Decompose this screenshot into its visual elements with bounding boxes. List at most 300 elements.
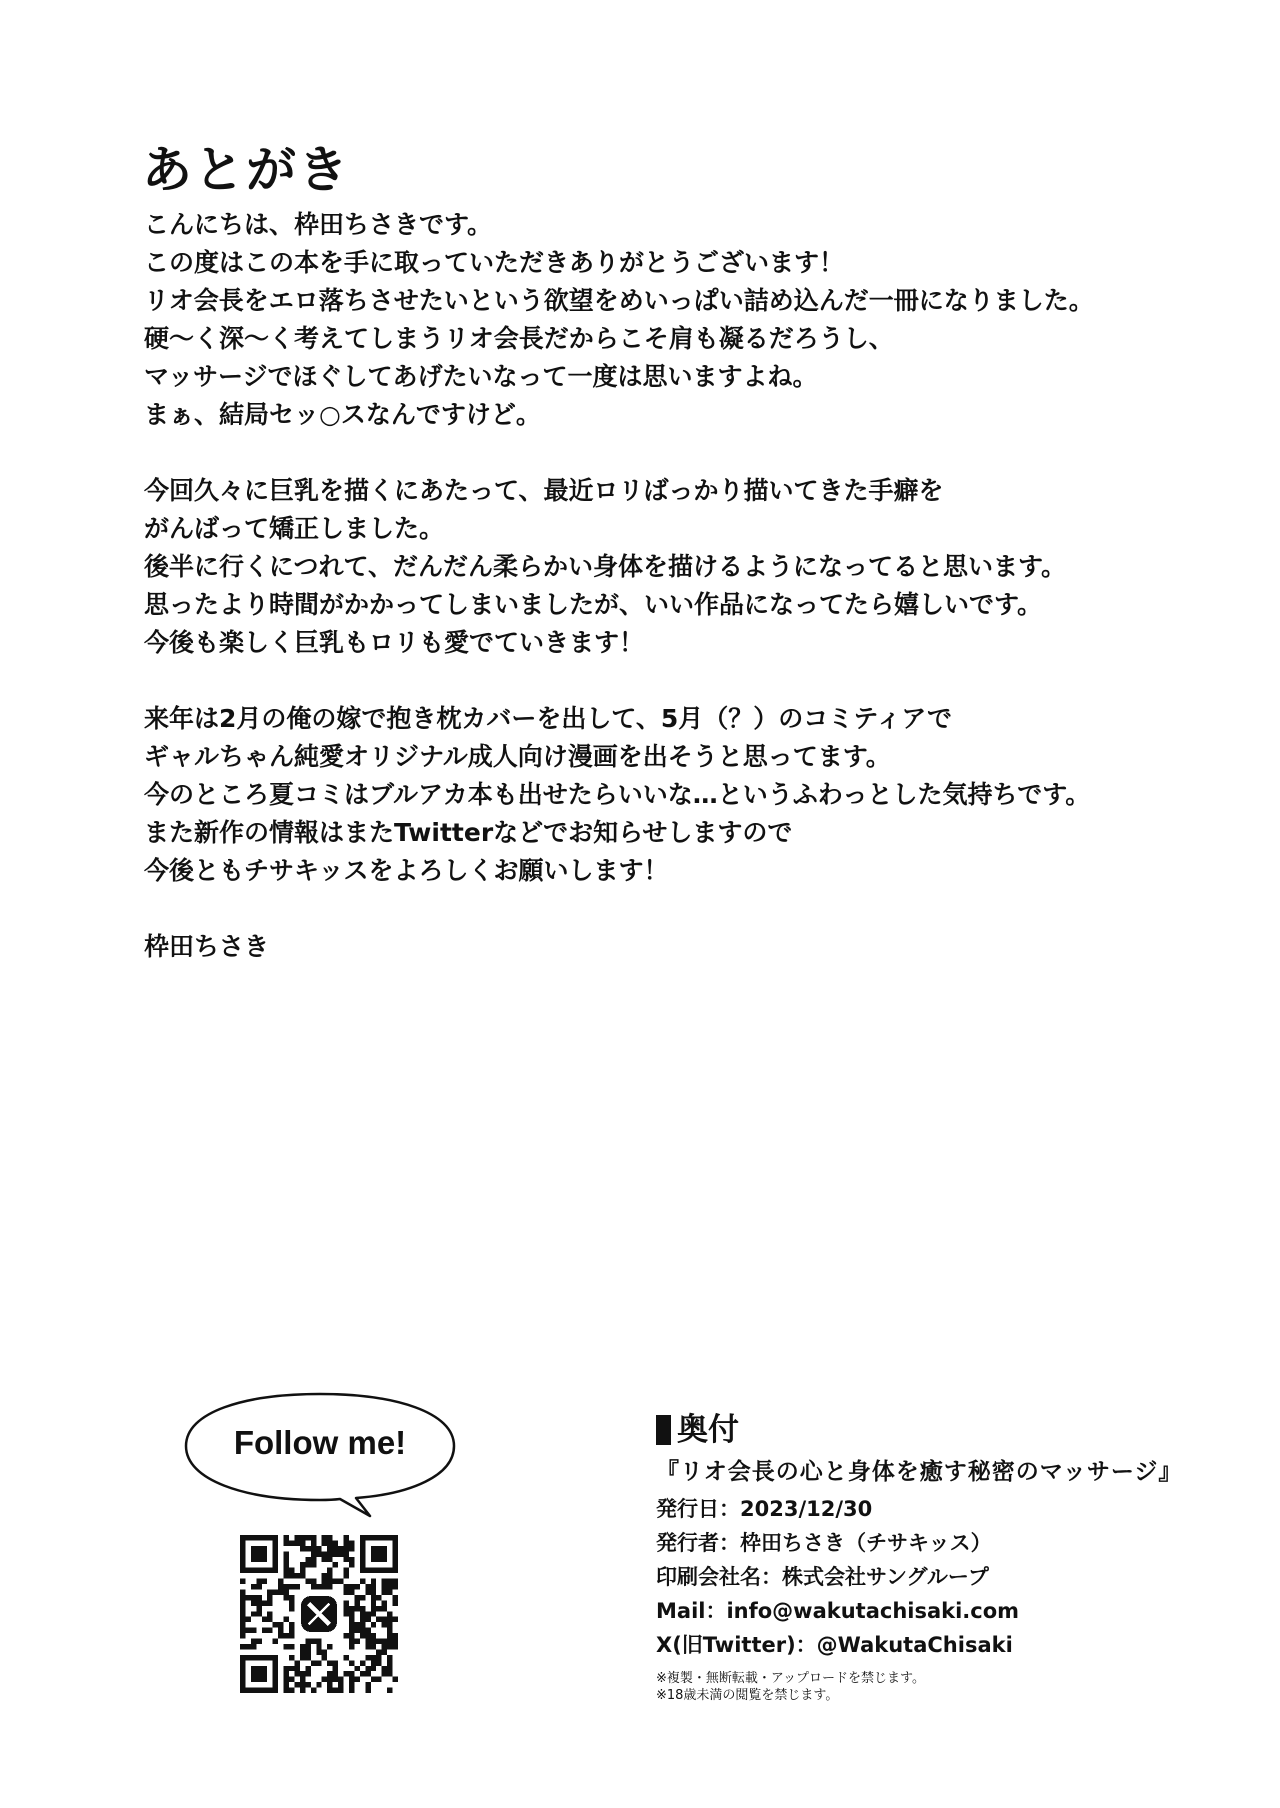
text-line: 硬〜く深〜く考えてしまうリオ会長だからこそ肩も凝るだろうし、 [144,324,894,353]
qr-module [360,1671,365,1676]
qr-module [344,1655,349,1660]
qr-module [311,1551,316,1556]
qr-module [387,1584,392,1589]
qr-module [251,1600,256,1605]
qr-module [300,1655,305,1660]
text-line: この度はこの本を手に取っていただきありがとうございます！ [144,248,845,277]
qr-module [360,1611,365,1616]
qr-module [333,1671,338,1676]
qr-module [267,1589,272,1594]
qr-module [349,1628,354,1633]
qr-module [349,1617,354,1622]
qr-module [273,1589,278,1594]
qr-module [365,1655,370,1660]
twitter-qr-code[interactable] [240,1535,398,1693]
qr-module [273,1622,278,1627]
qr-module [327,1682,332,1687]
qr-module [311,1639,316,1644]
qr-module [387,1633,392,1638]
qr-module [316,1584,321,1589]
qr-module [305,1644,310,1649]
qr-module [316,1546,321,1551]
qr-module [305,1682,310,1687]
qr-module [349,1677,354,1682]
qr-module [240,1606,245,1611]
text-line: リオ会長をエロ落ちさせたいという欲望をめいっぱい詰め込んだ一冊になりました。 [144,286,1094,315]
x-logo-icon [297,1592,341,1636]
qr-module [376,1606,381,1611]
qr-module [240,1644,245,1649]
qr-module [365,1682,370,1687]
qr-module [289,1622,294,1627]
qr-module [278,1633,283,1638]
qr-module [365,1589,370,1594]
qr-module [349,1622,354,1627]
qr-module [289,1666,294,1671]
qr-module [322,1540,327,1545]
qr-module [262,1628,267,1633]
qr-module [305,1535,310,1540]
qr-module [284,1573,289,1578]
qr-module [300,1649,305,1654]
qr-module [393,1600,398,1605]
follow-me-speech-bubble [180,1388,460,1518]
text-line: 今回久々に巨乳を描くにあたって、最近ロリばっかり描いてきた手癖を [144,476,944,505]
text-line: 今後も楽しく巨乳もロリも愛でていきます！ [144,628,645,657]
qr-module [344,1540,349,1545]
contact-email[interactable]: Mail：info@wakutachisaki.com [656,1599,1020,1623]
qr-module [349,1671,354,1676]
qr-module [284,1644,289,1649]
qr-module [393,1579,398,1584]
author-signature: 枠田ちさき [144,932,270,961]
qr-module [387,1622,392,1627]
qr-module [371,1677,376,1682]
qr-module [387,1666,392,1671]
qr-module [294,1540,299,1545]
qr-module [371,1579,376,1584]
qr-module [256,1611,261,1616]
qr-module [393,1639,398,1644]
book-title: 『リオ会長の心と身体を癒す秘密のマッサージ』 [656,1459,1183,1485]
qr-module [365,1633,370,1638]
qr-module [284,1633,289,1638]
qr-module [300,1562,305,1567]
qr-module [371,1606,376,1611]
qr-module [354,1606,359,1611]
qr-module [344,1584,349,1589]
afterword-heading: あとがき [142,141,350,199]
qr-module [344,1606,349,1611]
qr-module [256,1584,261,1589]
heading-marker-icon [656,1415,671,1445]
qr-module [316,1649,321,1654]
qr-module [376,1617,381,1622]
qr-module [311,1562,316,1567]
qr-module [240,1589,245,1594]
qr-module [284,1677,289,1682]
qr-module [251,1595,256,1600]
afterword-paragraph-1 [144,206,1224,434]
qr-module [262,1579,267,1584]
qr-module [240,1611,245,1616]
qr-module [256,1600,261,1605]
qr-module [289,1644,294,1649]
qr-module [284,1682,289,1687]
qr-module [256,1595,261,1600]
qr-module [284,1535,289,1540]
qr-module [376,1677,381,1682]
qr-module [284,1562,289,1567]
qr-module [333,1579,338,1584]
qr-module [344,1611,349,1616]
qr-module [305,1639,310,1644]
qr-module [387,1579,392,1584]
qr-module [382,1600,387,1605]
qr-module [289,1606,294,1611]
qr-module [278,1622,283,1627]
qr-module [360,1628,365,1633]
afterword-body [144,206,1224,966]
qr-module [322,1573,327,1578]
qr-module [365,1666,370,1671]
text-line: まぁ、結局セッ○スなんですけど。 [144,400,541,429]
qr-module [365,1644,370,1649]
colophon-heading [656,1408,1256,1452]
qr-module [284,1688,289,1693]
qr-module [354,1677,359,1682]
qr-module [245,1628,250,1633]
qr-module [322,1649,327,1654]
qr-module [327,1677,332,1682]
qr-module [371,1589,376,1594]
text-line: ギャルちゃん純愛オリジナル成人向け漫画を出そうと思ってます。 [144,742,891,771]
qr-module [251,1611,256,1616]
text-line: こんにちは、枠田ちさきです。 [144,210,493,239]
qr-module [349,1584,354,1589]
qr-module [349,1633,354,1638]
qr-module [333,1551,338,1556]
qr-module [393,1584,398,1589]
qr-module [267,1611,272,1616]
qr-module [300,1540,305,1545]
qr-module [305,1666,310,1671]
qr-module [267,1628,272,1633]
qr-module [284,1595,289,1600]
qr-module [240,1579,245,1584]
qr-module [349,1546,354,1551]
qr-module [371,1584,376,1589]
qr-module [240,1600,245,1605]
qr-module [300,1568,305,1573]
qr-module [393,1595,398,1600]
qr-module [267,1595,272,1600]
follow-me-text: Follow me! [233,1424,407,1461]
text-line: 来年は2月の俺の嫁で抱き枕カバーを出して、5月（？）のコミティアで [144,704,953,733]
qr-module [251,1628,256,1633]
qr-module [256,1579,261,1584]
qr-module [371,1595,376,1600]
qr-module [382,1671,387,1676]
qr-module [284,1589,289,1594]
afterword-paragraph-3 [144,700,1224,890]
qr-module [294,1682,299,1687]
qr-module [338,1551,343,1556]
qr-module [344,1546,349,1551]
qr-module [278,1584,283,1589]
qr-module [240,1633,245,1638]
qr-module [360,1617,365,1622]
qr-module [354,1639,359,1644]
qr-module [262,1600,267,1605]
qr-module [327,1579,332,1584]
qr-module [371,1611,376,1616]
qr-module [382,1644,387,1649]
qr-module [371,1655,376,1660]
qr-module [376,1639,381,1644]
qr-module [382,1606,387,1611]
qr-module [305,1655,310,1660]
afterword-paragraph-2 [144,472,1224,662]
qr-module [311,1579,316,1584]
qr-module [305,1671,310,1676]
qr-module [278,1589,283,1594]
text-line: 今のところ夏コミはブルアカ本も出せたらいいな…というふわっとした気持ちです。 [144,780,1091,809]
qr-module [333,1546,338,1551]
twitter-handle[interactable]: X(旧Twitter)：@WakutaChisaki [656,1633,1013,1657]
qr-module [294,1660,299,1665]
qr-module [262,1617,267,1622]
qr-module [382,1649,387,1654]
qr-module [349,1682,354,1687]
qr-module [284,1551,289,1556]
qr-module [360,1660,365,1665]
qr-module [382,1589,387,1594]
qr-module [344,1600,349,1605]
qr-module [349,1639,354,1644]
qr-module [240,1617,245,1622]
qr-module [316,1639,321,1644]
qr-module [240,1628,245,1633]
qr-module [300,1546,305,1551]
qr-module [322,1551,327,1556]
qr-module [349,1688,354,1693]
qr-module [327,1573,332,1578]
qr-module [311,1688,316,1693]
qr-module [371,1660,376,1665]
qr-module [354,1600,359,1605]
qr-module [393,1644,398,1649]
qr-module [349,1606,354,1611]
text-line: 今後ともチサキッスをよろしくお願いします！ [144,856,669,885]
qr-module [294,1535,299,1540]
qr-module [305,1579,310,1584]
qr-module [240,1595,245,1600]
qr-module [371,1633,376,1638]
qr-module [284,1557,289,1562]
qr-module [387,1655,392,1660]
qr-module [349,1540,354,1545]
qr-module [371,1639,376,1644]
colophon-heading-text: 奥付 [677,1412,739,1448]
qr-module [245,1617,250,1622]
qr-module [333,1666,338,1671]
qr-module [289,1573,294,1578]
qr-module [387,1589,392,1594]
age-restriction-note: ※18歳未満の閲覧を禁じます。 [656,1688,839,1703]
qr-module [300,1535,305,1540]
qr-module [360,1622,365,1627]
qr-module [289,1628,294,1633]
qr-module [333,1562,338,1567]
publisher: 発行者：枠田ちさき（チサキッス） [656,1531,992,1555]
qr-module [333,1677,338,1682]
qr-module [360,1595,365,1600]
qr-module [316,1551,321,1556]
qr-module [387,1639,392,1644]
qr-module [316,1660,321,1665]
qr-module [278,1628,283,1633]
qr-module [387,1644,392,1649]
qr-module [251,1644,256,1649]
qr-module [371,1644,376,1649]
qr-module [327,1557,332,1562]
qr-module [311,1660,316,1665]
qr-module [387,1688,392,1693]
qr-module [333,1660,338,1665]
qr-module [365,1617,370,1622]
qr-module [387,1628,392,1633]
qr-module [393,1617,398,1622]
qr-module [382,1666,387,1671]
qr-module [311,1557,316,1562]
qr-module [344,1535,349,1540]
qr-module [311,1546,316,1551]
qr-module [349,1562,354,1567]
qr-module [387,1671,392,1676]
qr-module [393,1677,398,1682]
qr-module [294,1584,299,1589]
qr-module [327,1551,332,1556]
qr-module [327,1568,332,1573]
qr-module [284,1617,289,1622]
qr-module [382,1584,387,1589]
colophon [656,1408,1256,1704]
qr-module [354,1628,359,1633]
qr-module [289,1633,294,1638]
qr-module [278,1579,283,1584]
qr-module [311,1540,316,1545]
qr-module [344,1589,349,1594]
qr-module [365,1639,370,1644]
qr-module [338,1682,343,1687]
qr-module [322,1584,327,1589]
qr-module [349,1589,354,1594]
publish-date: 発行日：2023/12/30 [656,1497,873,1521]
qr-module [289,1540,294,1545]
qr-module [338,1688,343,1693]
qr-module [371,1600,376,1605]
qr-module [289,1688,294,1693]
qr-module [322,1579,327,1584]
qr-module [344,1573,349,1578]
qr-module [327,1688,332,1693]
qr-module [251,1584,256,1589]
qr-module [354,1666,359,1671]
qr-module [284,1671,289,1676]
qr-module [382,1622,387,1627]
qr-module [387,1617,392,1622]
qr-module [360,1579,365,1584]
qr-module [289,1655,294,1660]
text-line: 後半に行くにつれて、だんだん柔らかい身体を描けるようになってると思います。 [144,552,1067,581]
qr-module [354,1622,359,1627]
qr-module [338,1579,343,1584]
qr-module [289,1677,294,1682]
qr-module [382,1617,387,1622]
qr-module [354,1584,359,1589]
qr-module [376,1660,381,1665]
qr-module [344,1557,349,1562]
qr-module [289,1600,294,1605]
qr-module [284,1584,289,1589]
qr-module [327,1535,332,1540]
qr-module [344,1633,349,1638]
qr-module [311,1584,316,1589]
qr-module [322,1677,327,1682]
text-line: また新作の情報はまたTwitterなどでお知らせしますので [144,818,793,847]
qr-module [333,1540,338,1545]
qr-module [349,1644,354,1649]
qr-module [240,1622,245,1627]
qr-module [267,1617,272,1622]
qr-module [365,1628,370,1633]
qr-module [376,1649,381,1654]
qr-module [360,1606,365,1611]
qr-module [294,1573,299,1578]
qr-module [284,1568,289,1573]
qr-module [344,1551,349,1556]
qr-module [316,1644,321,1649]
qr-module [371,1622,376,1627]
text-line: マッサージでほぐしてあげたいなって一度は思いますよね。 [144,362,818,391]
qr-module [338,1546,343,1551]
qr-module [289,1568,294,1573]
qr-module [267,1600,272,1605]
qr-module [376,1655,381,1660]
qr-module [294,1666,299,1671]
copyright-note: ※複製・無断転載・アップロードを禁じます。 [656,1671,925,1686]
qr-module [371,1666,376,1671]
qr-module [311,1535,316,1540]
qr-module [305,1562,310,1567]
qr-module [322,1655,327,1660]
qr-module [360,1633,365,1638]
qr-module [327,1540,332,1545]
qr-module [338,1677,343,1682]
qr-module [382,1579,387,1584]
qr-module [382,1639,387,1644]
qr-module [289,1595,294,1600]
qr-module [349,1611,354,1616]
qr-module [365,1611,370,1616]
qr-module [327,1584,332,1589]
qr-module [393,1633,398,1638]
qr-module [245,1595,250,1600]
qr-module [322,1557,327,1562]
qr-module [300,1573,305,1578]
qr-module [305,1557,310,1562]
